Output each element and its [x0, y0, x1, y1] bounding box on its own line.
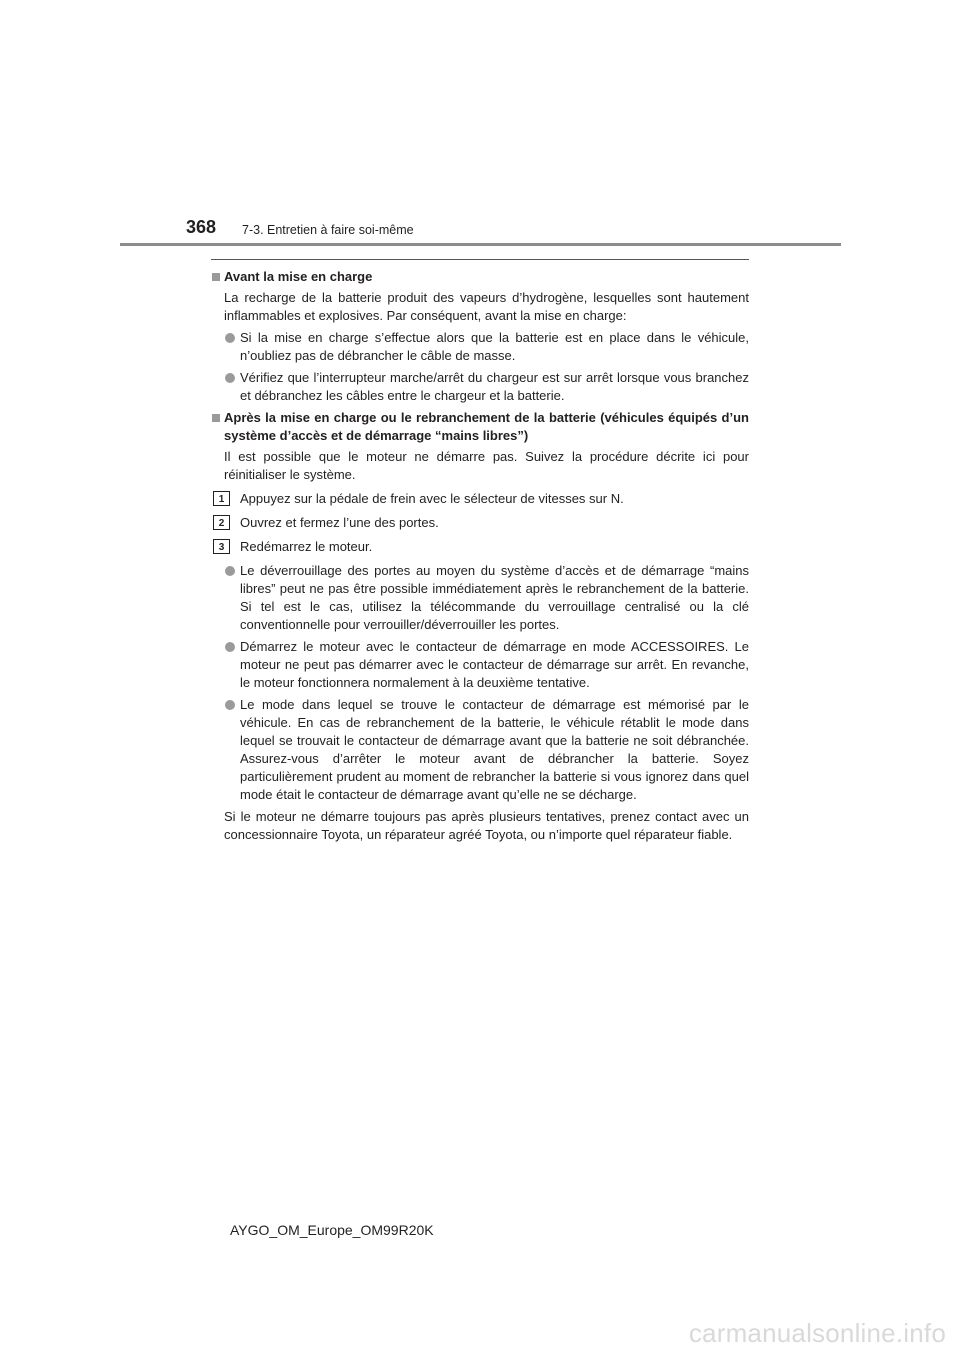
footer-doc-id: AYGO_OM_Europe_OM99R20K	[230, 1222, 434, 1238]
list-item	[211, 369, 749, 405]
main-content	[211, 268, 749, 848]
bullet-dot-icon	[225, 700, 235, 710]
header-rule	[120, 243, 841, 246]
step-text: Ouvrez et fermez l’une des portes.	[240, 515, 439, 530]
step-item	[211, 490, 749, 508]
list-item-text: Le mode dans lequel se trouve le contacteur de démarrage est mémorisé par le véhicule. En cas de rebranchement de la batterie, le véhicule rétablit le mode dans lequel se trouvait le contacteur de démarrage avant que la batterie ne soit débranchée. Assurez-vous d’arrêter le moteur avant de débrancher la batterie. Soyez particulièrement prudent au moment de rebrancher la batterie si vous ignorez dans quel mode était le contacteur de démarrage avant qu’elle ne se décharge.	[240, 697, 749, 802]
list-item-text: Démarrez le moteur avec le contacteur de démarrage en mode ACCESSOIRES. Le moteur ne peut pas démarrer avec le contacteur de démarrage sur arrêt. En revanche, le moteur fonctionnera normalement à la deuxième tentative.	[240, 639, 749, 690]
bullet-dot-icon	[225, 642, 235, 652]
paragraph: Il est possible que le moteur ne démarre pas. Suivez la procédure décrite ici pour réinitialiser le système.	[224, 449, 749, 482]
heading-text: Avant la mise en charge	[224, 269, 373, 284]
page-number: 368	[186, 217, 217, 237]
list-item-text: Le déverrouillage des portes au moyen du système d’accès et de démarrage “mains libres” peut ne pas être possible immédiatement après le rebranchement de la batterie. Si tel est le cas, utilisez la télécommande du verrouillage centralisé ou la clé conventionnelle pour verrouiller/déverrouiller les portes.	[240, 563, 749, 632]
list-item-text: Vérifiez que l’interrupteur marche/arrêt du chargeur est sur arrêt lorsque vous branchez et débranchez les câbles entre le chargeur et la batterie.	[240, 370, 749, 403]
step-item	[211, 514, 749, 532]
paragraph: La recharge de la batterie produit des vapeurs d’hydrogène, lesquelles sont hautement inflammables et explosives. Par conséquent, avant la mise en charge:	[224, 290, 749, 323]
heading-text: Après la mise en charge ou le rebranchement de la batterie (véhicules équipés d’un système d’accès et de démarrage “mains libres”)	[224, 410, 749, 443]
bullet-dot-icon	[225, 566, 235, 576]
list-item	[211, 562, 749, 634]
step-number-badge: 2	[213, 515, 230, 530]
square-bullet-icon	[212, 414, 220, 422]
watermark: carmanualsonline.info	[688, 1318, 946, 1348]
list-item-text: Si la mise en charge s’effectue alors que la batterie est en place dans le véhicule, n’oubliez pas de débrancher le câble de masse.	[240, 330, 749, 363]
paragraph: Si le moteur ne démarre toujours pas après plusieurs tentatives, prenez contact avec un concessionnaire Toyota, un réparateur agréé Toyota, ou n’importe quel réparateur fiable.	[224, 809, 749, 842]
list-item	[211, 638, 749, 692]
section-heading	[211, 409, 749, 445]
square-bullet-icon	[212, 273, 220, 281]
list-item	[211, 696, 749, 804]
section-title: 7-3. Entretien à faire soi-même	[242, 223, 414, 237]
step-text: Appuyez sur la pédale de frein avec le sélecteur de vitesses sur N.	[240, 491, 624, 506]
content-rule	[211, 259, 749, 260]
bullet-dot-icon	[225, 373, 235, 383]
step-text: Redémarrez le moteur.	[240, 539, 373, 554]
step-number-badge: 3	[213, 539, 230, 554]
section-heading	[211, 268, 749, 286]
list-item	[211, 329, 749, 365]
bullet-dot-icon	[225, 333, 235, 343]
step-item	[211, 538, 749, 556]
step-number-badge: 1	[213, 491, 230, 506]
